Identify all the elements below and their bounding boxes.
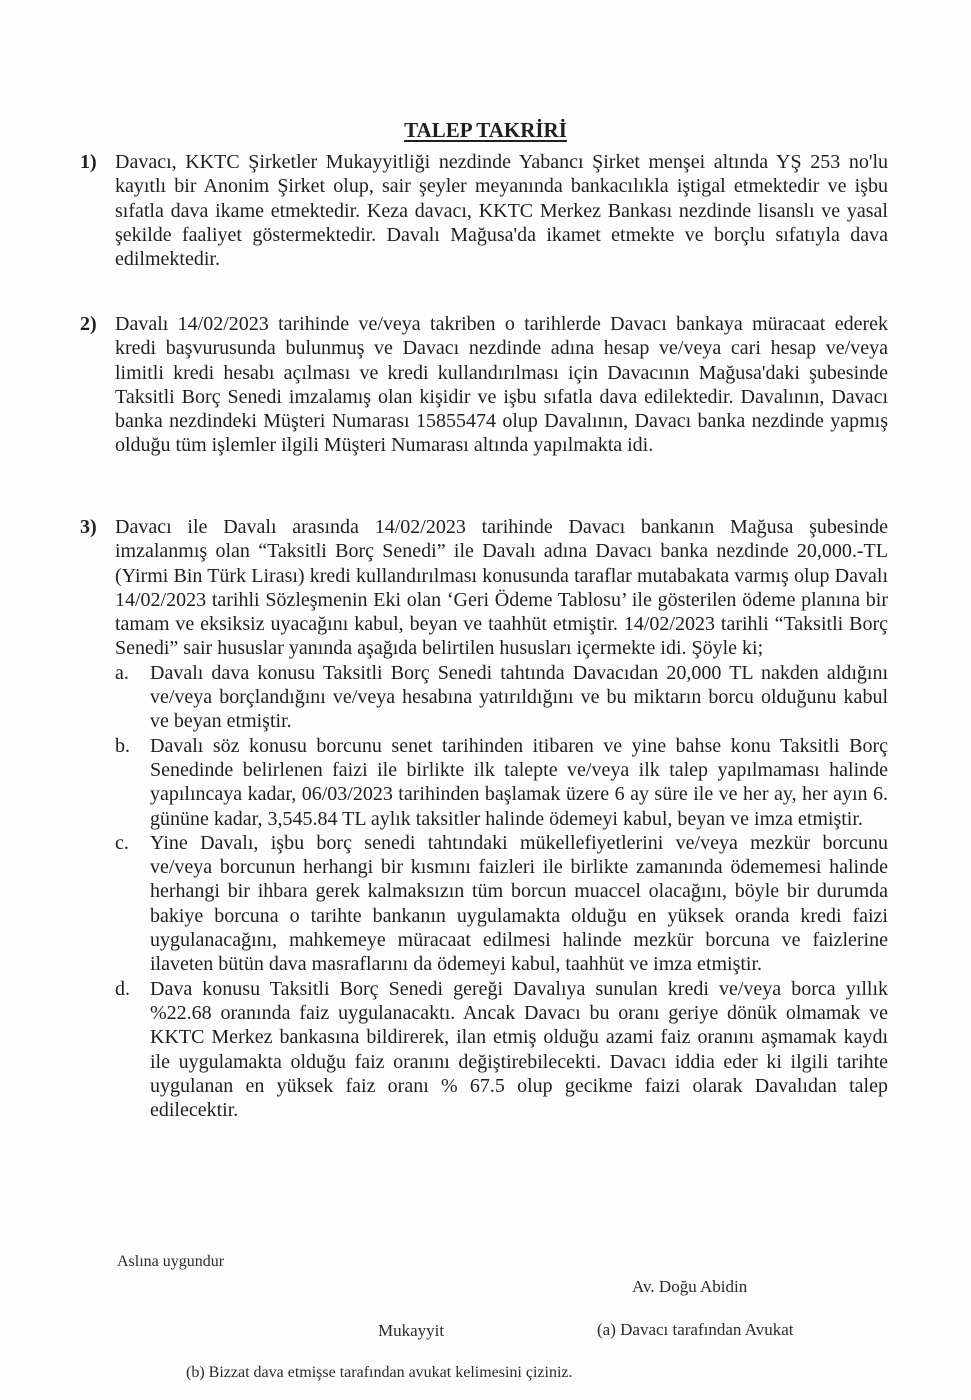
subitem-text: Davalı dava konusu Taksitli Borç Senedi tahtında Davacıdan 20,000 TL nakden aldığını ve/veya borçlandığını ve/veya hesabına yatırıldığını ve bu miktarın borcu olduğunu kabul ve beyan etmiştir. <box>150 661 888 733</box>
subitem-letter: c. <box>115 831 129 854</box>
paragraph-1 <box>80 150 888 271</box>
lawyer-role: (a) Davacı tarafından Avukat <box>597 1320 794 1339</box>
paragraph-2 <box>80 312 888 458</box>
subitem-d <box>115 977 888 1123</box>
footnote: (b) Bizzat dava etmişse tarafından avukat kelimesini çiziniz. <box>186 1364 573 1381</box>
document-title <box>0 118 971 143</box>
subitem-c <box>115 831 888 977</box>
paragraph-3 <box>80 515 888 1122</box>
subitem-text: Yine Davalı, işbu borç senedi tahtındaki mükellefiyetlerini ve/veya mezkür borcunu ve/veya borcunun herhangi bir kısmını faizleri ile birlikte zamanında ödememesi halinde herhangi bir ihbara gerek kalmaksızın tüm borcun muaccel olacağını, böyle bir durumda bakiye borcuna o tarihte bankanın uygulamakta olduğu en yüksek oranda kredi faizi uygulanacağını, mahkemeye müracaat edilmesi halinde mezkür borcuna ve faizlerine ilaveten bütün dava masraflarını da ödemeyi kabul, taahhüt ve imza etmiştir. <box>150 831 888 976</box>
title-text: TALEP TAKRİRİ <box>404 118 567 142</box>
subitem-list <box>115 661 888 1123</box>
subitem-letter: d. <box>115 977 130 1000</box>
paragraph-number: 2) <box>80 313 97 335</box>
registrar-label: Mukayyit <box>378 1321 445 1340</box>
subitem-letter: b. <box>115 734 130 757</box>
paragraph-text: Davacı, KKTC Şirketler Mukayyitliği nezdinde Yabancı Şirket menşei altında YŞ 253 no'lu kayıtlı bir Anonim Şirket olup, sair şeyler meyanında bankacılıkla iştigal etmektedir ve işbu sıfatla dava ikame etmektedir. Keza davacı, KKTC Merkez Bankası nezdinde lisanslı ve yasal şekilde faaliyet göstermektedir. Davalı Mağusa'da ikamet etmekte ve borçlu sıfatıyla dava edilmektedir. <box>115 151 888 271</box>
subitem-text: Dava konusu Taksitli Borç Senedi gereği Davalıya sunulan kredi ve/veya borca yıllık %22.68 oranında faiz uygulanacaktı. Ancak Davacı bu oranı geriye dönük olmamak ve KKTC Merkez bankasına bildirerek, ilan etmiş olduğu azami faiz oranını aşmamak kaydı ile uygulamakta olduğu faiz oranını değiştirebilecekti. Davacı iddia eder ki ilgili tarihte uygulanan en yüksek faiz oranı % 67.5 olup gecikme faizi olarak Davalıdan talep edilecektir. <box>150 977 888 1122</box>
paragraph-text: Davalı 14/02/2023 tarihinde ve/veya takriben o tarihlerde Davacı bankaya müracaat ederek kredi başvurusunda bulunmuş ve Davacı nezdinde adına hesap ve/veya cari hesap ve/veya limitli kredi hesabı açılması ve kredi kullandırılması için Davacının Mağusa'daki şubesinde Taksitli Borç Senedi imzalamış olan kişidir ve işbu sıfatla dava edilektedir. Davalının, Davacı banka nezdindeki Müşteri Numarası 15855474 olup Davalının, Davacı banka nezdinde yapmış olduğu tüm işlemler ilgili Müşteri Numarası altında yapılmakta idi. <box>115 313 888 457</box>
paragraph-text: Davacı ile Davalı arasında 14/02/2023 tarihinde Davacı bankanın Mağusa şubesinde imzalanmış olan “Taksitli Borç Senedi” ile Davalı adına Davacı banka nezdinde 20,000.-TL (Yirmi Bin Türk Lirası) kredi kullandırılması konusunda taraflar mutabakata varmış olup Davalı 14/02/2023 tarihli Sözleşmenin Eki olan ‘Geri Ödeme Tablosu’ ile gösterilen ödeme planına bir tamam ve eksiksiz uyacağını kabul, beyan ve taahhüt etmiştir. 14/02/2023 tarihli “Taksitli Borç Senedi” sair hususlar yanında aşağıda belirtilen hususları içermekte idi. Şöyle ki; <box>115 516 888 660</box>
lawyer-name: Av. Doğu Abidin <box>632 1277 748 1296</box>
certified-copy-label: Aslına uygundur <box>117 1253 225 1270</box>
subitem-a <box>115 661 888 734</box>
subitem-b <box>115 734 888 831</box>
paragraph-number: 3) <box>80 516 97 538</box>
subitem-letter: a. <box>115 661 129 684</box>
paragraph-number: 1) <box>80 151 97 173</box>
subitem-text: Davalı söz konusu borcunu senet tarihinden itibaren ve yine bahse konu Taksitli Borç Senedinde belirlenen faizi ile birlikte ilk talepte ve/veya ilk talep yapılmaması halinde yapılıncaya kadar, 06/03/2023 tarihinden başlamak üzere 6 ay süre ile ve her ay, her ayın 6. gününe kadar, 3,545.84 TL aylık taksitler halinde ödemeyi kabul, beyan ve imza etmiştir. <box>150 734 888 830</box>
